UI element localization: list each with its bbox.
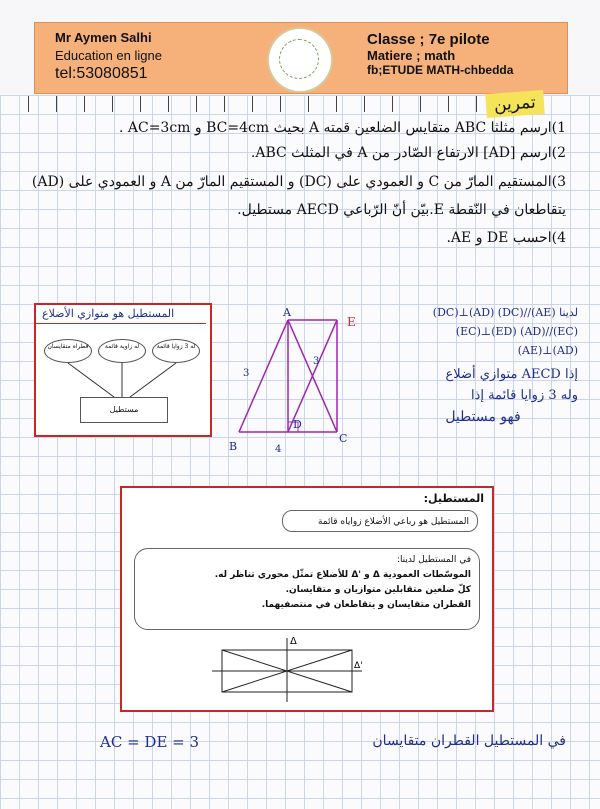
teacher-subtitle: Education en ligne bbox=[55, 48, 162, 63]
delta-prime-label: Δ' bbox=[354, 661, 363, 671]
bubble-right-angle: له زاوية قائمة bbox=[98, 339, 146, 363]
teacher-info bbox=[55, 29, 162, 83]
delta-label: Δ bbox=[290, 636, 297, 647]
school-logo-icon bbox=[267, 27, 333, 93]
question-1: 1)ارسم مثلثا ABC متقايس الضلعين قمته A بحيث BC=4cm و AC=3cm . bbox=[118, 120, 566, 136]
diagram-title: المستطيل هو متوازي الأضلاع bbox=[42, 307, 175, 320]
proof-line-1: لدينا (AE)//(DC) (AD)⊥(DC) bbox=[432, 306, 578, 319]
question-3-line1: 3)المستقيم المارّ من C و العمودي على (DC) و المستقيم المارّ من A و العمودي على (AD) bbox=[31, 174, 566, 190]
point-d: D bbox=[293, 418, 302, 431]
point-b: B bbox=[229, 440, 238, 453]
point-c: C bbox=[339, 432, 348, 445]
proof-line-6: فهو مستطيل bbox=[445, 409, 521, 425]
class-info bbox=[367, 31, 513, 77]
properties-intro: في المستطيل لدينا: bbox=[396, 555, 471, 565]
facebook-label: fb;ETUDE MATH-chbedda bbox=[367, 63, 514, 77]
rectangle-properties bbox=[134, 548, 480, 630]
side-bc-label: 4 bbox=[275, 444, 282, 455]
property-axes: الموسّطات العمودية Δ و 'Δ للأضلاع تمثّل محوري تناظر له. bbox=[214, 570, 471, 580]
proof-line-3: (AD)⊥(AE) bbox=[517, 344, 578, 357]
conclusion-text: في المستطيل القطران متقايسان bbox=[372, 733, 566, 749]
rectangle-symmetry-figure bbox=[212, 632, 372, 704]
bubble-three-right-angles: له 3 زوايا قائمة bbox=[152, 339, 200, 363]
exercise-title: تمرين bbox=[485, 90, 544, 118]
property-sides: كلّ ضلعين متقابلين متوازيان و متقايسان. bbox=[285, 585, 471, 595]
question-3-line2: يتقاطعان في النّقطة E.بيّن أنّ الرّباعي AECD مستطيل. bbox=[237, 202, 566, 218]
teacher-phone: tel:53080851 bbox=[55, 65, 148, 82]
rectangle-summary-box bbox=[120, 486, 494, 712]
point-a: A bbox=[283, 306, 291, 319]
proof-line-4: إذا AECD متوازي أضلاع bbox=[445, 367, 578, 382]
point-e: E bbox=[347, 315, 356, 329]
geometry-figure bbox=[225, 300, 375, 460]
rectangle-property-diagram bbox=[34, 303, 212, 437]
summary-label: المستطيل: bbox=[423, 492, 484, 505]
proof-line-5: وله 3 زوايا قائمة إذا bbox=[470, 388, 578, 403]
rectangle-definition: المستطيل هو رباعي الأضلاع زواياه قائمة bbox=[282, 510, 478, 532]
proof-line-2: (EC)//(AD) (ED)⊥(EC) bbox=[455, 325, 578, 338]
property-diagonals: القطران متقايسان و يتقاطعان في منتصفيهما. bbox=[261, 600, 471, 610]
diagram-result: مستطيل bbox=[80, 397, 168, 423]
teacher-name: Mr Aymen Salhi bbox=[55, 30, 152, 45]
bubble-equal-diagonals: قطراه متقايسان bbox=[44, 339, 92, 363]
side-ac-label: 3 bbox=[313, 356, 320, 367]
side-ab-label: 3 bbox=[243, 368, 250, 379]
handwritten-proof bbox=[388, 306, 578, 425]
question-2: 2)ارسم [AD] الارتفاع الصّادر من A في المثلث ABC. bbox=[250, 145, 566, 161]
subject-label: Matiere ; math bbox=[367, 48, 456, 63]
conclusion-equation: AC = DE = 3 bbox=[100, 733, 200, 751]
question-4: 4)احسب DE و AE. bbox=[446, 230, 566, 246]
class-label: Classe ; 7e pilote bbox=[367, 31, 490, 48]
header-banner bbox=[34, 22, 568, 94]
